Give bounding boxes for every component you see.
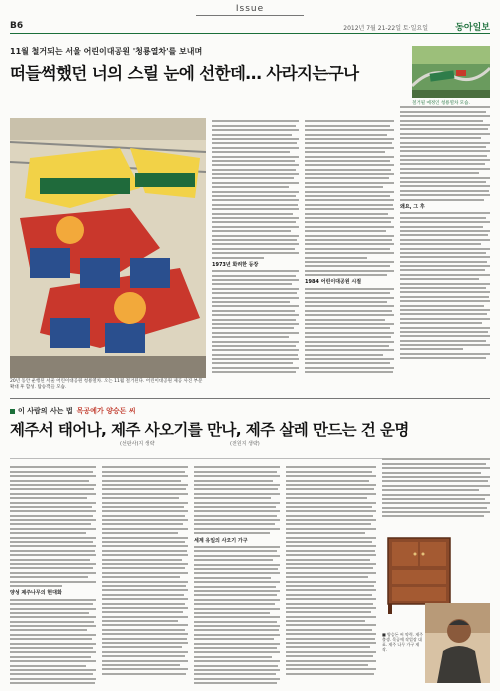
photo-caption: 20년 동안 운행된 서울 어린이대공원 청룡열차. 오는 11월 철거된다. 어린이대공원 제공 사진 부분 확대 후 합성. 탑승객들 모습. — [10, 379, 203, 390]
roller-coaster-photo — [10, 118, 206, 378]
issue-date: 2012년 7월 21-22일 토·일요일 — [343, 25, 428, 32]
section-label: Issue — [235, 4, 265, 14]
page-number: B6 — [10, 21, 24, 31]
article-column — [10, 464, 96, 686]
page-header — [0, 0, 500, 34]
header-rule — [10, 33, 490, 34]
article-column — [102, 464, 188, 686]
newspaper-name: 동아일보 — [455, 23, 490, 33]
thumbnail-caption: 철거될 예정인 청룡열차 모습. — [412, 101, 470, 106]
ribbon-title: 이 사람의 사는 법 — [18, 407, 73, 415]
text-lines — [400, 212, 490, 359]
text-lines — [400, 106, 490, 200]
text-lines — [212, 120, 299, 258]
text-lines — [305, 288, 394, 373]
section-rule — [196, 15, 304, 16]
byline: (선판사)지 생략 — [120, 441, 155, 447]
section-divider — [10, 398, 490, 399]
text-lines — [102, 466, 188, 674]
column-ribbon — [10, 406, 136, 416]
text-lines — [212, 270, 299, 373]
article-headline: 떠들썩했던 너의 스릴 눈에 선한데… 사라지는구나 — [10, 64, 359, 83]
section-subhead: 1984 어린이대공원 시절 — [305, 279, 362, 286]
text-lines — [305, 120, 394, 276]
section-subhead: 1973년 화려한 등장 — [212, 261, 259, 268]
portrait-caption: ■ 양승돈 씨 약력. 제주 출생. 목공예 작업장 대표. 제주 나무 가구 제작. — [382, 632, 424, 652]
ribbon-marker — [10, 409, 15, 414]
section-subhead: 세계 유일의 사오기 가구 — [194, 537, 248, 544]
section-subhead: 양성 제주나무의 현대화 — [10, 590, 62, 597]
article-kicker: 11월 철거되는 서울 어린이대공원 '청룡열차'를 보내며 — [10, 47, 203, 56]
article-column — [212, 118, 299, 394]
text-lines — [10, 466, 96, 587]
text-lines — [382, 458, 490, 517]
text-lines — [286, 466, 376, 674]
ribbon-subtitle: 목공예가 양승돈 씨 — [76, 407, 136, 415]
article-column — [305, 118, 394, 394]
section-subhead: 왜요, 그 후 — [400, 203, 425, 210]
text-lines — [194, 546, 280, 684]
roller-coaster-thumbnail — [412, 46, 490, 98]
article-column — [194, 464, 280, 686]
article-headline-2: 제주서 태어나, 제주 사오기를 만나, 제주 살레 만드는 건 운명 — [10, 421, 409, 439]
article-column — [400, 104, 490, 394]
text-lines — [10, 599, 96, 684]
text-lines — [194, 466, 280, 534]
article-column — [286, 464, 376, 686]
article-column — [382, 456, 490, 536]
byline: (전원지 생략) — [230, 441, 260, 447]
artisan-portrait — [425, 603, 490, 683]
